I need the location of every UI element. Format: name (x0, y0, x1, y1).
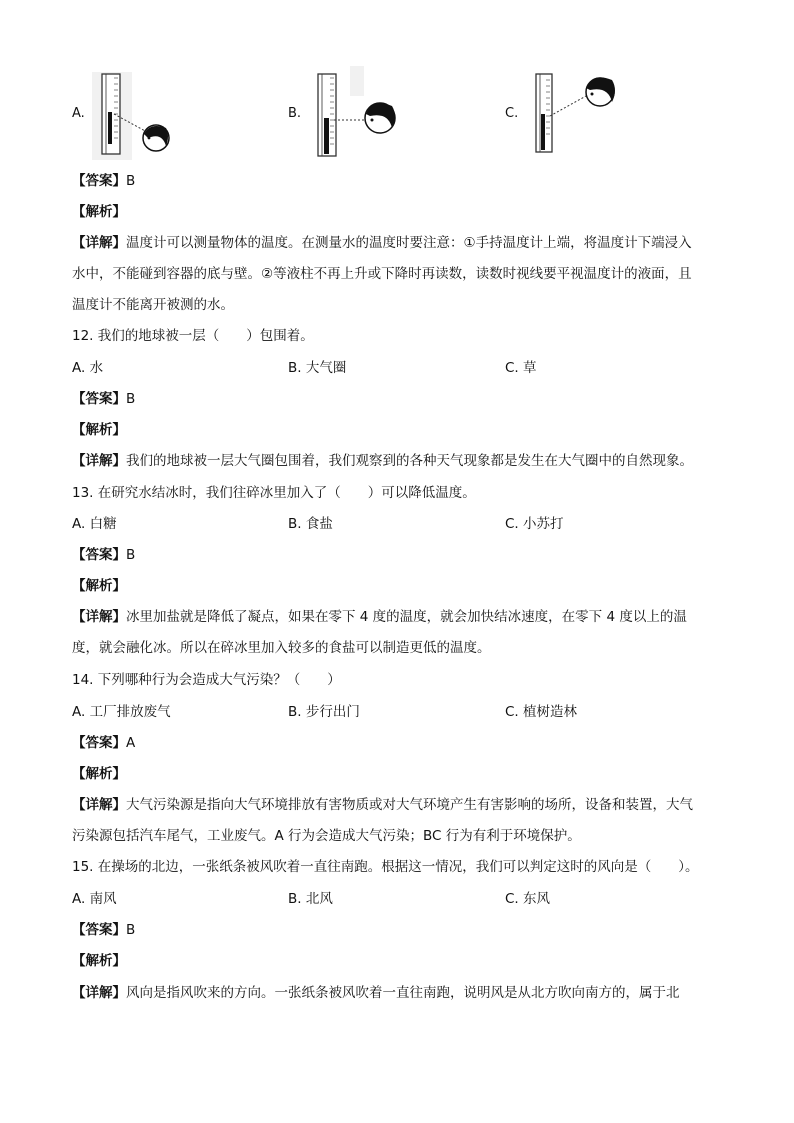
thermometer-figure-a (92, 72, 182, 162)
figure-option-b-label: B. (288, 106, 302, 121)
q13-option-c: C. 小苏打 (505, 516, 564, 532)
q14-option-a: A. 工厂排放废气 (72, 704, 171, 720)
q13-option-a: A. 白糖 (72, 516, 117, 532)
q15-option-c: C. 东风 (505, 891, 551, 907)
q13-option-b: B. 食盐 (288, 516, 333, 532)
q13-answer: 【答案】B (72, 547, 136, 563)
q12-analysis-tag: 【解析】 (72, 422, 126, 438)
q12-option-a: A. 水 (72, 360, 104, 376)
q13-question: 13. 在研究水结冰时，我们往碎冰里加入了（ ）可以降低温度。 (72, 485, 476, 501)
q14-question: 14. 下列哪种行为会造成大气污染？（ ） (72, 672, 341, 688)
q14-detail-line-1: 【详解】大气污染源是指向大气环境排放有害物质或对大气环境产生有害影响的场所，设备和装置，大气 (72, 797, 693, 813)
q11-analysis-tag: 【解析】 (72, 204, 126, 220)
q14-answer: 【答案】A (72, 735, 136, 751)
q11-detail-line-3: 温度计不能离开被测的水。 (72, 297, 234, 313)
q12-answer: 【答案】B (72, 391, 136, 407)
q14-detail-line-2: 污染源包括汽车尾气，工业废气。A 行为会造成大气污染；BC 行为有利于环境保护。 (72, 828, 581, 844)
q11-answer: 【答案】B (72, 173, 136, 189)
figure-option-c-label: C. (505, 106, 519, 121)
q14-option-c: C. 植树造林 (505, 704, 578, 720)
q12-option-c: C. 草 (505, 360, 537, 376)
q11-detail-line-1: 【详解】温度计可以测量物体的温度。在测量水的温度时要注意：①手持温度计上端，将温度计下端浸入 (72, 235, 692, 251)
thermometer-figure-b (312, 66, 408, 162)
q15-analysis-tag: 【解析】 (72, 953, 126, 969)
q12-question: 12. 我们的地球被一层（ ）包围着。 (72, 328, 314, 344)
figure-option-a-label: A. (72, 106, 85, 121)
q15-option-a: A. 南风 (72, 891, 117, 907)
q15-option-b: B. 北风 (288, 891, 333, 907)
q14-analysis-tag: 【解析】 (72, 766, 126, 782)
q15-answer: 【答案】B (72, 922, 136, 938)
q15-question: 15. 在操场的北边，一张纸条被风吹着一直往南跑。根据这一情况，我们可以判定这时的风向是（ ）。 (72, 859, 699, 875)
q14-option-b: B. 步行出门 (288, 704, 360, 720)
q13-analysis-tag: 【解析】 (72, 578, 126, 594)
thermometer-figure-c (532, 70, 622, 156)
q12-detail-line-1: 【详解】我们的地球被一层大气圈包围着，我们观察到的各种天气现象都是发生在大气圈中的自然现象。 (72, 453, 693, 469)
q12-option-b: B. 大气圈 (288, 360, 347, 376)
q13-detail-line-1: 【详解】冰里加盐就是降低了凝点，如果在零下 4 度的温度，就会加快结冰速度，在零下 4 度以上的温 (72, 609, 687, 625)
q11-detail-line-2: 水中，不能碰到容器的底与壁。②等液柱不再上升或下降时再读数，读数时视线要平视温度计的液面，且 (72, 266, 692, 282)
q13-detail-line-2: 度，就会融化冰。所以在碎冰里加入较多的食盐可以制造更低的温度。 (72, 640, 491, 656)
q15-detail-line-1: 【详解】风向是指风吹来的方向。一张纸条被风吹着一直往南跑，说明风是从北方吹向南方的，属于北 (72, 985, 680, 1001)
